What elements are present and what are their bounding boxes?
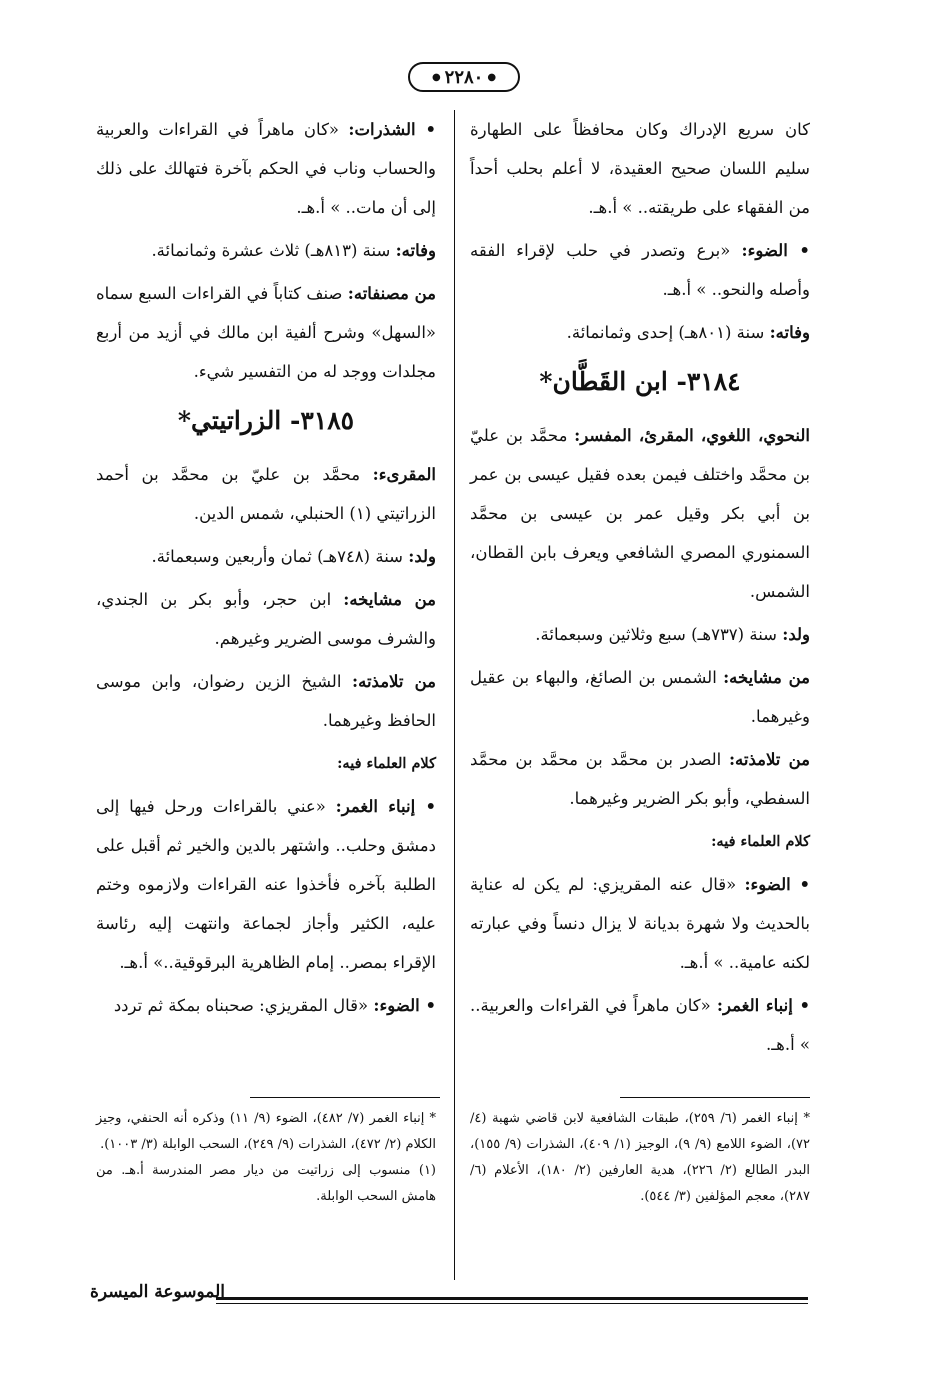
works-text: صنف كتاباً في القراءات السبع سماه «السهل» وشرح ألفية ابن مالك في أزيد من أربع مجلدات ووجد له من التفسير شيء.: [96, 284, 436, 381]
column-divider: [454, 110, 455, 1280]
students-paragraph: [96, 662, 436, 740]
daw-label: • الضوء:: [741, 241, 810, 260]
students-label: من تلامذته:: [728, 750, 810, 769]
quote-text: «قال عنه المقريزي: لم يكن له عناية بالحديث ولا شهرة بديانة لا يزال دنساً وفي عبارته لكنه عامية.. » أ.هـ.: [470, 875, 810, 972]
right-column: [470, 110, 810, 1068]
footnotes-left: [96, 1106, 436, 1210]
bio-text: محمَّد بن عليّ بن محمَّد بن أحمد الزراتيتي (١) الحنبلي، شمس الدين.: [96, 465, 436, 523]
works-label: من مصنفاته:: [347, 284, 437, 303]
quote-inba: [470, 986, 810, 1064]
shuyukh-label: من مشايخه:: [343, 590, 436, 609]
footnotes-right: [470, 1106, 810, 1210]
entry-heading-3184: ٣١٨٤- ابن القَطَّان*: [539, 367, 741, 396]
bio-paragraph: [470, 416, 810, 611]
ulama-heading: كلام العلماء فيه:: [337, 755, 436, 772]
death-text: سنة (٨٠١هـ) إحدى وثمانمائة.: [566, 323, 770, 342]
bio-label: المقرىء:: [372, 465, 436, 484]
footer-rule: [216, 1297, 808, 1300]
born-label: ولد:: [408, 547, 436, 566]
ulama-heading: كلام العلماء فيه:: [711, 833, 810, 850]
daw-quote: [470, 231, 810, 309]
quote-daw: [96, 986, 436, 1025]
quote-text: «كان ماهراً في القراءات والعربية والحساب وناب في الحكم بآخرة فتهالك على ذلك إلى أن مات.. » أ.هـ.: [96, 120, 436, 217]
death-label: وفاته:: [769, 323, 810, 342]
dot-ornament-icon: ●: [487, 71, 497, 83]
students-text: الشيخ الزين رضوان، وابن موسى الحافظ وغيرهما.: [96, 672, 436, 730]
shuyukh-paragraph: [96, 580, 436, 658]
page-number: [408, 62, 520, 92]
quote-label: • إنباء الغمر:: [716, 996, 810, 1015]
quote-text: «عني بالقراءات ورحل فيها إلى دمشق وحلب.. واشتهر بالدين والخير ثم أقبل على الطلبة بآخره فأخذوا عنه القراءات ولازموه وختم عليه، الكثير وأجاز لجماعة وانتهت إليه رئاسة الإقراء بمصر.. إمام الظاهرية البرقوقية..» أ.هـ.: [96, 797, 436, 972]
quote-label: • إنباء الغمر:: [335, 797, 436, 816]
intro-paragraph: كان سريع الإدراك وكان محافظاً على الطهارة سليم اللسان صحيح العقيدة، لا أعلم بحلب أحداً من الفقهاء على طريقته.. » أ.هـ.: [470, 120, 810, 217]
quote-label: • الشذرات:: [348, 120, 436, 139]
shadharat-quote: [96, 110, 436, 227]
page-number-text: ٢٢٨٠: [444, 66, 484, 88]
quote-text: «كان ماهراً في القراءات والعربية.. » أ.هـ.: [470, 996, 810, 1054]
footer-rule: [216, 1303, 808, 1304]
born-line: [96, 537, 436, 576]
footnote: (١) منسوب إلى زراتيت من ديار مصر المندرسة أ.هـ. من هامش السحب الوابلة.: [96, 1163, 436, 1204]
shuyukh-paragraph: [470, 658, 810, 736]
bio-paragraph: [96, 455, 436, 533]
footer-title: الموسوعة الميسرة: [90, 1282, 226, 1302]
death-line: [96, 231, 436, 270]
death-line: [470, 313, 810, 352]
born-line: [470, 615, 810, 654]
shuyukh-label: من مشايخه:: [723, 668, 810, 687]
born-text: سنة (٧٣٧هـ) سبع وثلاثين وسبعمائة.: [535, 625, 783, 644]
works-paragraph: [96, 274, 436, 391]
shuyukh-text: ابن حجر، وأبو بكر بن الجندي، والشرف موسى الضرير وغيرهم.: [96, 590, 436, 648]
left-column: [96, 110, 436, 1029]
quote-label: • الضوء:: [744, 875, 810, 894]
born-label: ولد:: [782, 625, 810, 644]
students-text: الصدر بن محمَّد بن محمَّد بن محمَّد السفطي، وأبو بكر الضرير وغيرهما.: [470, 750, 810, 808]
bio-text: محمَّد بن عليّ بن محمَّد واختلف فيمن بعده فقيل عيسى بن عمر بن أبي بكر وقيل عمر بن عيسى بن محمَّد السمنوري المصري الشافعي ويعرف بابن القطان، الشمس.: [470, 426, 810, 601]
quote-daw: [470, 865, 810, 982]
born-text: سنة (٧٤٨هـ) ثمان وأربعين وسبعمائة.: [151, 547, 409, 566]
quote-text: «قال المقريزي: صحبناه بمكة ثم تردد: [113, 996, 374, 1015]
death-text: سنة (٨١٣هـ) ثلاث عشرة وثمانمائة.: [151, 241, 396, 260]
students-paragraph: [470, 740, 810, 818]
death-label: وفاته:: [395, 241, 436, 260]
footnote: * إنباء الغمر (٧/ ٤٨٢)، الضوء (٩/ ١١) وذكره أنه الحنفي، وجيز الكلام (٢/ ٤٧٢)، الشذرات (٩/ ٢٤٩)، السحب الوابلة (٣/ ١٠٠٣).: [96, 1111, 437, 1152]
footnote-rule-right: [620, 1097, 810, 1098]
quote-inba: [96, 787, 436, 982]
students-label: من تلامذته:: [352, 672, 436, 691]
quote-label: • الضوء:: [373, 996, 436, 1015]
dot-ornament-icon: ●: [431, 71, 441, 83]
bio-label: النحوي، اللغوي، المقرئ، المفسر:: [574, 426, 810, 445]
entry-heading-3185: ٣١٨٥- الزراتيتي*: [177, 406, 355, 435]
footnote: * إنباء الغمر (٦/ ٢٥٩)، طبقات الشافعية لابن قاضي شهبة (٤/ ٧٢)، الضوء اللامع (٩/ ٩)، الوجيز (١/ ٤٠٩)، الشذرات (٩/ ١٥٥)، البدر الطالع (٢/ ٢٢٦)، هدية العارفين (٢/ ١٨٠)، الأعلام (٦/ ٢٨٧)، معجم المؤلفين (٣/ ٥٤٤).: [470, 1111, 811, 1204]
footnote-rule-left: [250, 1097, 440, 1098]
shuyukh-text: الشمس بن الصائغ، والبهاء بن عقيل وغيرهما.: [470, 668, 810, 726]
daw-text: «برع وتصدر في حلب لإقراء الفقه وأصله والنحو.. » أ.هـ.: [470, 241, 810, 299]
